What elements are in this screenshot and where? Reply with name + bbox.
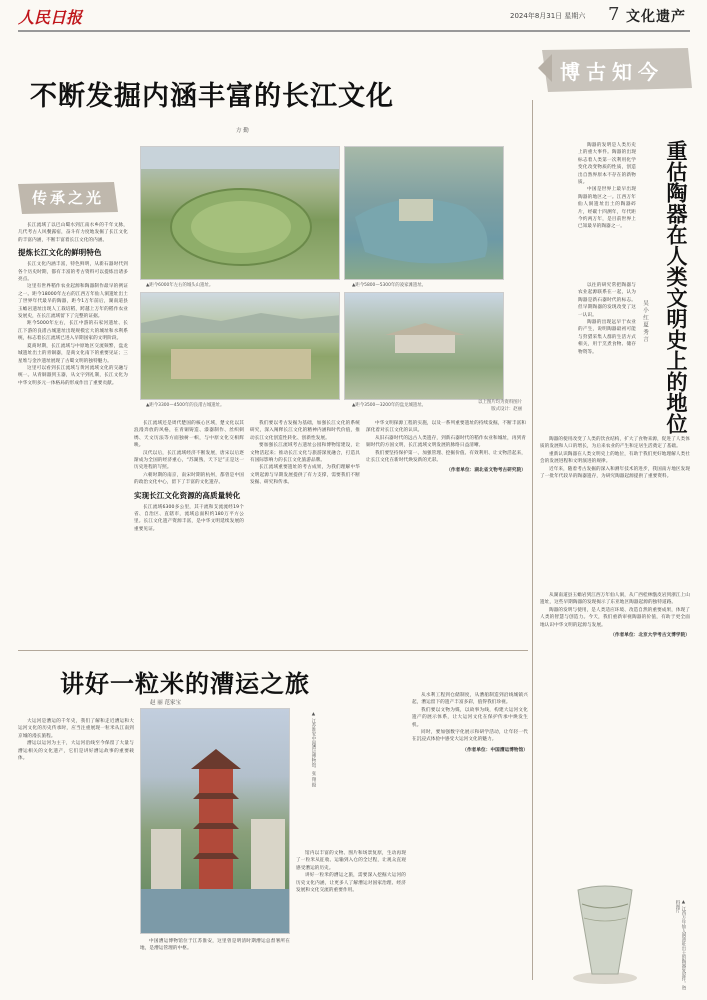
lake-aerial-shape [345,147,504,280]
article2-title: 重估陶器在人类文明史上的地位 [664,140,689,434]
caption-liangzhu: ▲距今3300—4500年的良渚古城遗址。 [146,403,225,408]
article2-author: 吴 小 红 夏 秀 言 [642,300,648,342]
paragraph: 讲好一粒米的漕运之旅，需要深入挖掘大运河的历史文化内涵，让更多人了解漕运对国家治理、经济发展和文化交流的重要作用。 [296,873,406,894]
paragraph: 中国是世界上最早出现陶器的地区之一。江西万年仙人洞遗址出土的陶器碎片，经碳十四测年，年代距今约两万年，是目前世界上已知最早的陶器之一。 [578,187,636,230]
article1-col2 [134,420,244,642]
paragraph: 陶器的发明与使用，是人类适应环境、改造自然的重要成果，体现了人类的智慧与创造力。今天，我们重新审视陶器的价值，有助于更全面地认识中华文明的起源与发展。 [540,607,690,628]
paragraph: 以往的研究常把陶器与农业起源联系在一起，认为陶器是新石器时代的标志。但早期陶器的发现改变了这一认识。 [578,283,636,318]
article1-col1 [18,222,128,642]
article2-col4 [540,592,690,842]
paragraph: 我们要坚持保护第一、加强管理、挖掘价值、有效利用、让文物活起来，让长江文化在新时代焕发新的光彩。 [366,450,526,464]
paragraph: 从旧石器时代的远古人类遗存，到新石器时代的稻作农业和城址，再到青铜时代的方国文明，长江流域文明发展的脉络日益清晰。 [366,435,526,449]
paragraph: 重新认识陶器在人类文明史上的地位，有助于我们更好地理解人类社会的发展进程和文明演进的规律。 [540,451,690,465]
article2-author-note: （作者单位：北京大学考古文博学院） [610,633,690,639]
caption-lingjiatan: ▲距今5800—5300年的凌家滩遗址。 [352,283,427,288]
photo-panlongcheng [344,292,504,400]
paragraph: 六朝时期的南京，南宋时期的杭州，都曾是中国的政治文化中心，留下了丰富的文化遗存。 [134,472,244,486]
paragraph: 要加强长江流域考古遗址公园和博物馆建设，让文物活起来；推动长江文化与旅游深度融合，打造具有国际影响力的长江文化旅游品牌。 [250,443,360,464]
paragraph: 陶器的发明是人类历史上的重大事件。陶器的出现标志着人类第一次利用化学变化改变物质的性质，创造出自然界原本不存在的新物质。 [578,143,636,186]
vase-icon [560,878,650,988]
paragraph: 我们要以考古发掘为基础，加强长江文化的系统研究，深入阐释长江文化的精神内涵和时代价值，推动长江文化创造性转化、创新性发展。 [250,421,360,441]
article3-col2 [140,938,290,986]
paragraph: 这里有世界稻作农业起源和陶器制作最早的例证之一。距今18000年左右的江西万年仙人洞遗址出土了世界年代最早的陶器，距今1万年前后，湖南道县玉蟾岩遗址出现人工栽培稻，跨越上万年的稻作农业发展史，在长江流域留下了完整的证据。 [18,284,128,320]
paragraph: 从湖南道县玉蟾岩到江西万年仙人洞，从广西桂林甑皮岩到浙江上山遗址，这些早期陶器的发现揭示了东亚地区陶器起源的独特道路。 [540,593,690,606]
canal-photo-caption: ▲ 江苏淮安中国漕运博物馆。张 翔 摄 [311,712,316,788]
photo-lingjiatan [344,146,504,280]
article3-author-note: （作者单位：中国漕运博物馆） [462,747,528,753]
article3-col3 [296,850,406,986]
vase-caption: ▲ 江西万年仙人洞遗址出土的陶器复原件。资料图片 [675,900,686,990]
article2-col3 [540,436,690,586]
column-badge [16,180,120,216]
article1-title: 不断发掘内涵丰富的长江文化 [30,81,394,112]
photo-credit-2: 版式设计：赵丽 [491,407,522,412]
paragraph: 漕运以运河为主干，大运河沿线至今保留了大量与漕运相关的文化遗产，它们是讲好漕运故事的重要载体。 [18,741,134,762]
paragraph: 近年来，随着考古发掘的深入和测年技术的进步，我国南方地区发现了一批年代较早的陶器遗存，为研究陶器起源提供了重要资料。 [540,466,690,480]
paragraph: 汉代以后，长江流域经济不断发展，唐宋以后逐渐成为全国的经济重心，“苏湖熟，天下足”正是这一历史进程的写照。 [134,450,244,471]
page-number: 7 [608,4,620,25]
paragraph: 中国漕运博物馆位于江苏淮安，这里曾是明清时期漕运总督署所在地，是漕运管理的中枢。 [140,939,290,952]
brand-stamp-text: 博古知今 [560,60,664,84]
site-aerial-shape [141,147,340,280]
paragraph: 同时，要加强数字化展示和研学活动，让年轻一代在沉浸式体验中感受大运河文化的魅力。 [412,730,528,743]
column-divider [532,100,533,980]
vase-photo [560,878,650,988]
photo-chengtoushan [140,146,340,280]
article3-title: 讲好一粒米的漕运之旅 [60,669,310,698]
newspaper-logo: 人民日报 [18,8,83,27]
section-divider [18,650,528,651]
paragraph: 长江流域还是周代楚国的核心区域，楚文化以其浪漫奔放的风格，在青铜铸造、漆器制作、丝织刺绣、天文历法等方面独树一帜，与中原文化交相辉映。 [134,421,244,449]
paragraph: 中华文明探源工程的实施，以及一系列重要遗址的持续发掘，不断丰富和深化着对长江文化的认识。 [366,421,526,434]
masthead [0,0,707,28]
paragraph: 从水利工程到仓储制度，从漕船制造到沿线城镇兴起，漕运留下的遗产丰富多彩，值得我们珍视。 [412,693,528,706]
museum-site-shape [345,293,504,400]
article1-col4 [366,420,526,642]
city-site-shape [141,293,340,400]
article2-col2 [578,282,636,432]
paragraph: 距今5000年左右，长江中游的石家河遗址、长江下游的良渚古城遗址出现规模宏大的城址和水利系统，标志着长江流域已进入早期国家的文明阶段。 [18,321,128,342]
article3-author: 赵 丽 范家宝 [150,700,181,706]
pagoda-icon [141,709,290,934]
paragraph: 陶器的出现远早于农业的产生，说明陶器最初可能与狩猎采集人群的生活方式相关，用于烹煮食物、储存物资等。 [578,320,636,355]
brand-stamp [538,44,696,96]
paragraph: 这里可以看到长江流域与黄河流域文化的交融与统一。从青铜器到玉器，从文字到礼制，长江文化为中华文明多元一体格局的形成作出了重要贡献。 [18,365,128,386]
article1-author-note: （作者单位：湖北省文物考古研究院） [446,468,526,474]
article3-col1 [18,718,134,982]
article3-col4 [412,692,528,986]
section-name: 文化遗产 [626,9,686,25]
article1-heading2: 实现长江文化资源的高质量转化 [134,490,241,500]
article1-col3 [250,420,360,642]
photo-canal-museum [140,708,290,934]
paragraph: 我们要以文物为媒，以故事为线，构建大运河文化遗产的展示体系，让大运河文化在保护传承中焕发生机。 [412,707,528,728]
article1-intro: 长江流域了以巴山蜀水到江南水乡的千年文脉，几代考古人风餐露宿，奋斗有力度地发掘了长江文化的丰富内涵，不断丰富着长江文化的内涵。 [18,223,128,243]
photo-liangzhu [140,292,340,400]
paragraph: 夏商时期，长江流域与中原地区交流频繁，盘龙城遗址出土的青铜器，是商文化南下的重要见证；三星堆与金沙遗址展现了古蜀文明的独特魅力。 [18,343,128,364]
article1-author: 方 勤 [236,128,249,134]
issue-date: 2024年8月31日 星期六 [510,12,586,20]
paragraph: 陶器的使用改变了人类的饮食结构，扩大了食物来源，促进了人类体质的发展和人口的增长，为后来农业的产生和定居生活奠定了基础。 [540,437,690,450]
caption-panlongcheng: ▲距今3500—3200年的盘龙城遗址。 [352,403,427,408]
paragraph: 长江流域6300多公里，其干流和支流流经19个省、自治区、直辖市，流域总面积约180万平方公里。长江文化遗产资源丰富，是中华文明延续发展的重要见证。 [134,504,244,532]
masthead-rule [18,30,690,32]
paragraph: 长江文化内涵丰富，特色鲜明，从新石器时代到各个历史时期，都有丰富的考古资料可以提炼出诸多亮点。 [18,262,128,283]
caption-chengtoushan: ▲距今6000年左右的城头山遗址。 [146,283,214,288]
article2-col1 [578,142,636,278]
paragraph: 大运河是漕运的千年史，我们了解和走近漕运和大运河文化的历史传承时，应当注重展现一粒米从江南到京城的漫长旅程。 [18,719,134,739]
paragraph: 馆内以丰富的文物、图片和场景复原，生动再现了一粒米从征收、运输到入仓的全过程，让观众直观感受漕运的历史。 [296,851,406,871]
article1-heading1: 提炼长江文化的鲜明特色 [18,248,102,258]
column-badge-text: 传承之光 [32,189,105,207]
photo-credit-1: 以上图片均为资料图片 [478,400,522,405]
paragraph: 长江流域重要遗址的考古成果，为我们理解中华文明起源与早期发展提供了有力支撑，需要我们不断发掘、研究和传承。 [250,465,360,486]
